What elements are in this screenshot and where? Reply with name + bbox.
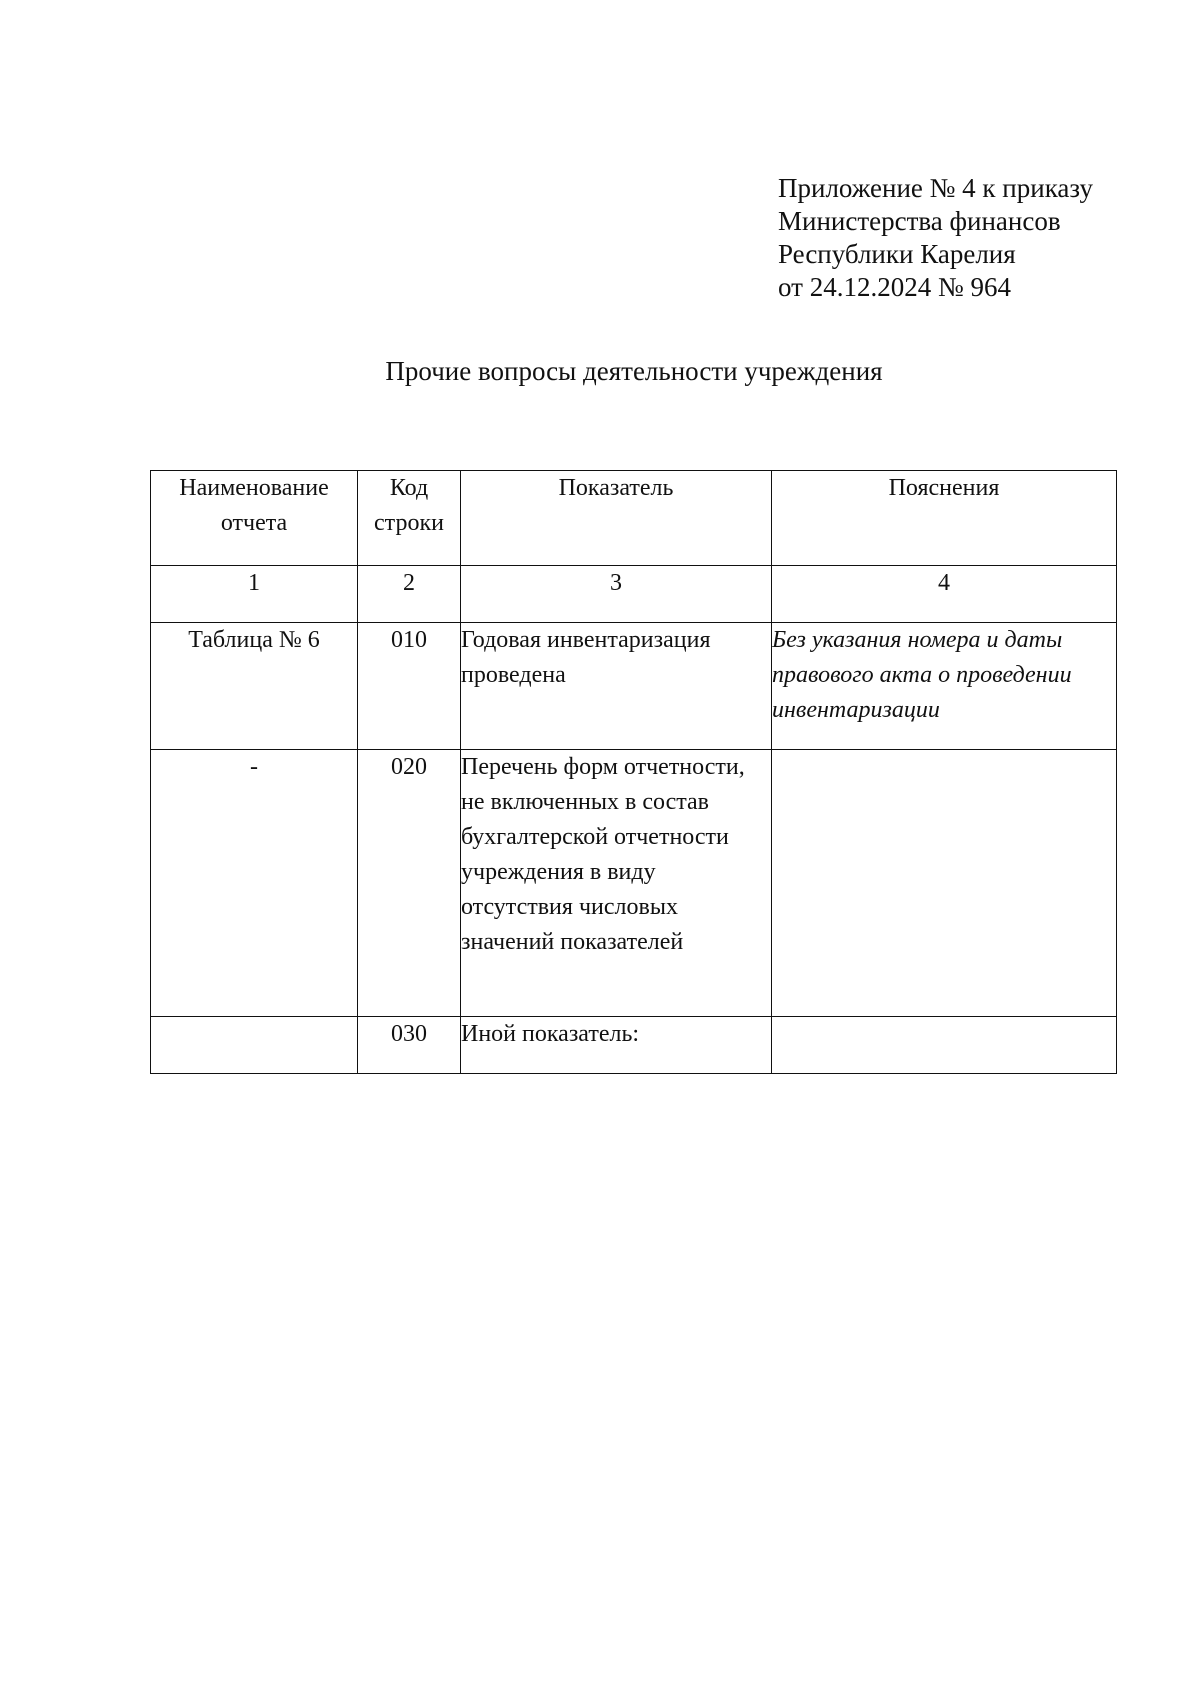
header-indicator [461,471,772,566]
table-row [151,623,1117,750]
header-text: Наименование [179,475,329,501]
explanation-cell: Без указания номера и даты правового акта о проведении инвентаризации [772,623,1117,750]
report-name-cell: Таблица № 6 [151,623,358,750]
approval-line: Приложение № 4 к приказу [778,173,1093,203]
header-text: Показатель [558,475,674,501]
explanation-cell [772,750,1117,1017]
row-code-cell: 010 [358,623,461,750]
report-name-cell [151,1017,358,1074]
header-text: Код [389,475,429,501]
header-text: отчета [220,510,288,536]
column-number: 4 [772,566,1117,623]
approval-line: Республики Карелия [778,239,1016,269]
report-name-cell: - [151,750,358,1017]
column-number-row [151,566,1117,623]
header-text: строки [374,510,444,536]
row-code-cell: 030 [358,1017,461,1074]
column-number: 2 [358,566,461,623]
column-number: 3 [461,566,772,623]
row-code-cell: 020 [358,750,461,1017]
header-row-code [358,471,461,566]
explanation-cell [772,1017,1117,1074]
approval-line: от 24.12.2024 № 964 [778,272,1011,302]
document-title: Прочие вопросы деятельности учреждения [385,356,883,386]
header-explanation [772,471,1117,566]
approval-line: Министерства финансов [778,206,1061,236]
indicator-cell: Иной показатель: [461,1017,772,1074]
indicator-cell: Годовая инвентаризация проведена [461,623,772,750]
report-table [150,470,1117,1074]
header-report-name [151,471,358,566]
column-number: 1 [151,566,358,623]
table-row [151,750,1117,1017]
table-row [151,1017,1117,1074]
approval-block [778,172,1093,304]
table-header-row [151,471,1117,566]
indicator-cell: Перечень форм отчетности, не включенных в состав бухгалтерской отчетности учреждения в виду отсутствия числовых значений показателей [461,750,772,1017]
header-text: Пояснения [888,475,1000,501]
